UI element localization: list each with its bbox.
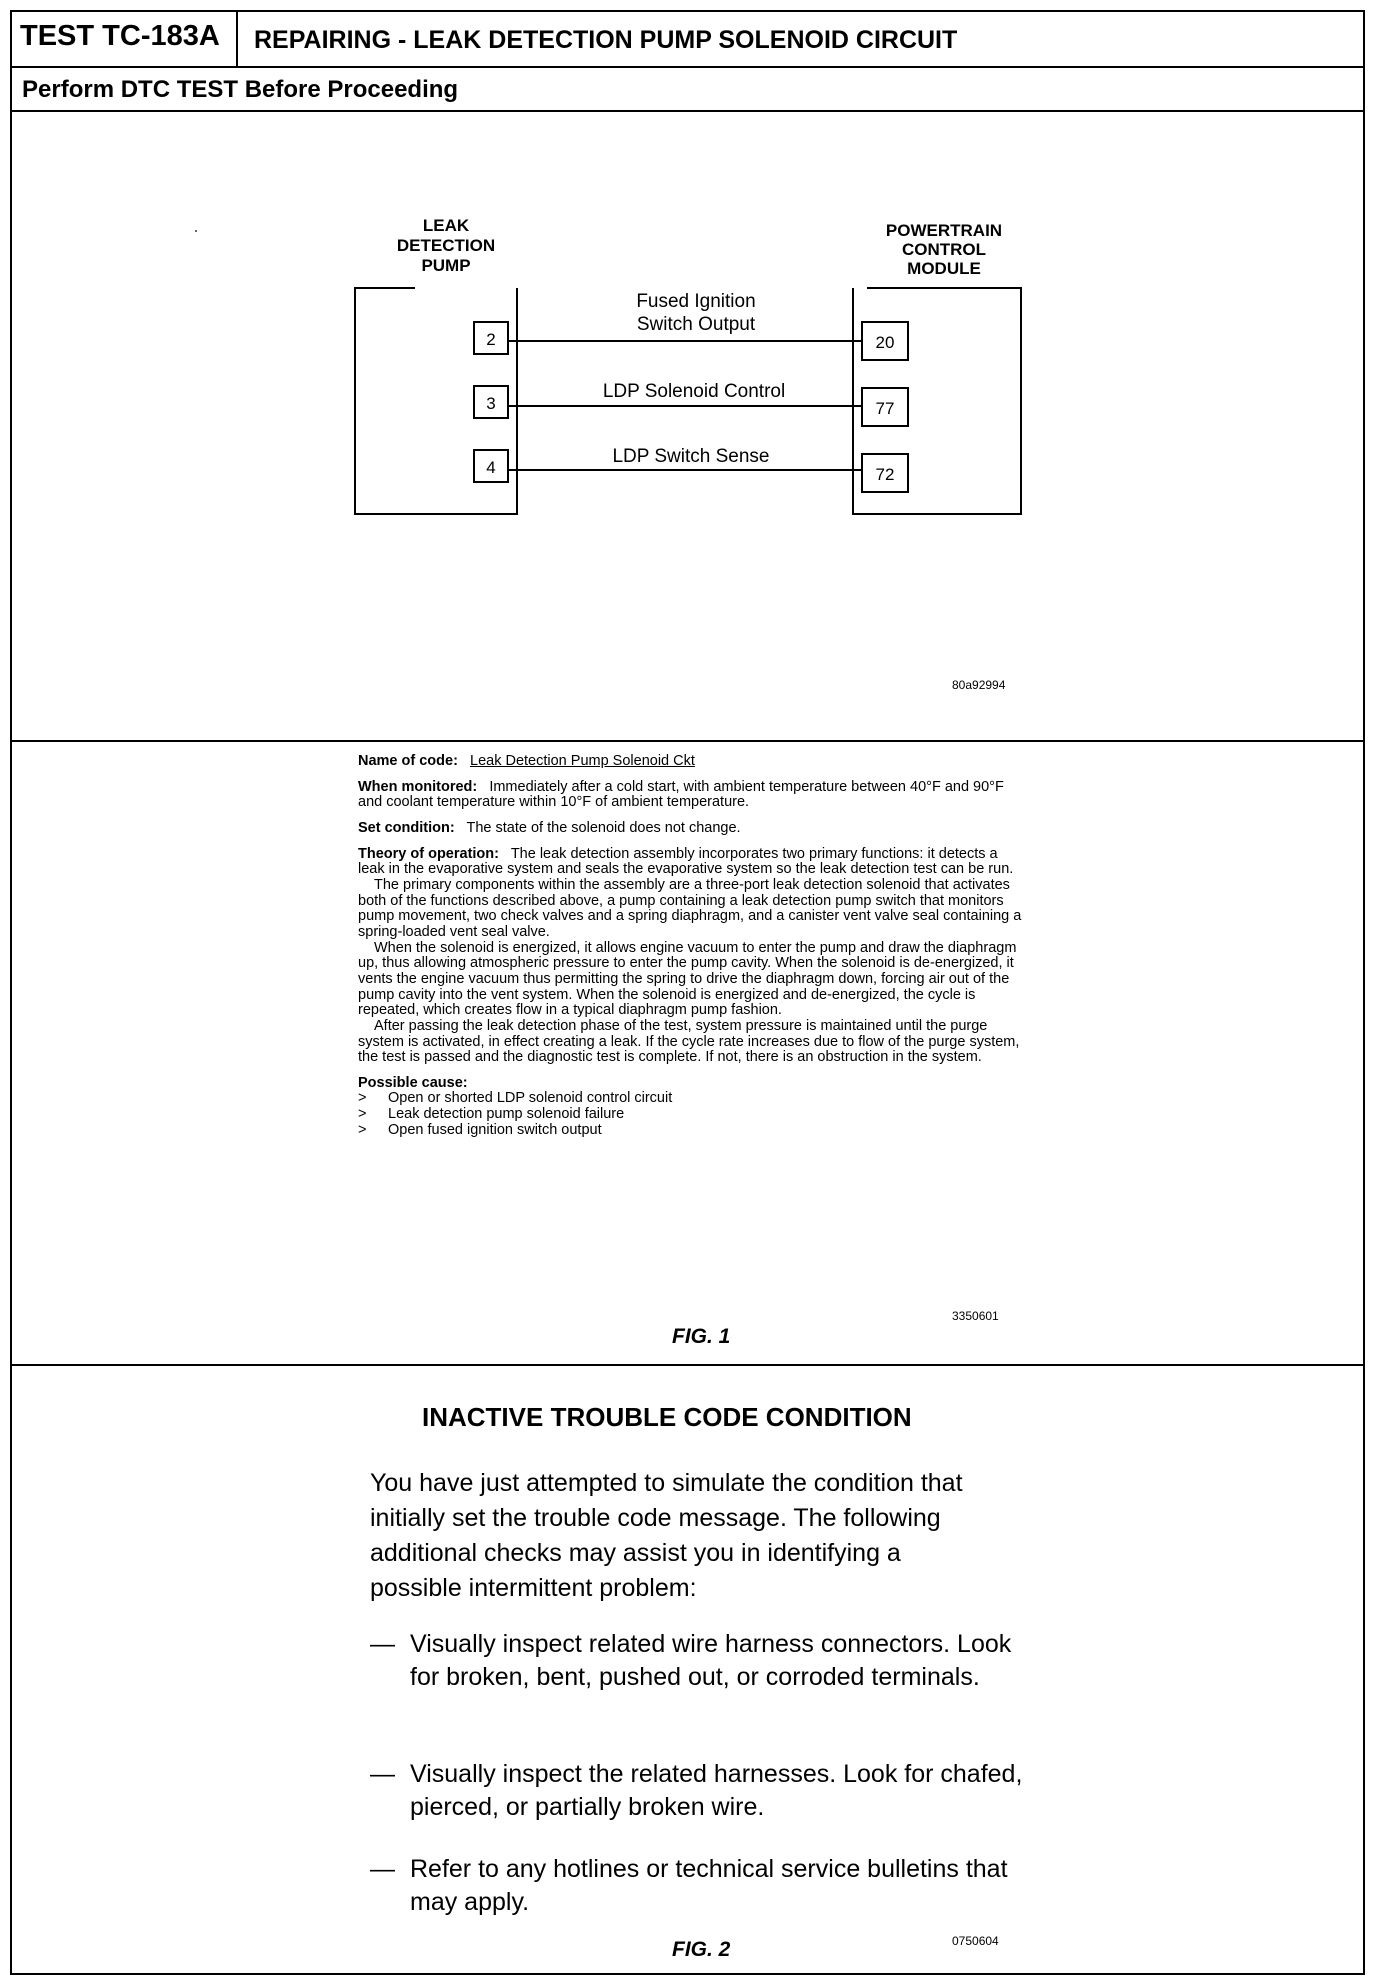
left-component-line-3: PUMP (421, 256, 471, 275)
possible-cause-label: Possible cause: (358, 1074, 468, 1091)
page-frame (10, 10, 1365, 1975)
wire-label-fused-1: Fused Ignition (636, 291, 756, 312)
wiring-diagram (12, 112, 1363, 742)
bullet-marker: > (358, 1121, 367, 1138)
test-title: REPAIRING - LEAK DETECTION PUMP SOLENOID CIRCUIT (254, 26, 958, 54)
cause-item (358, 1091, 1028, 1107)
wire-label-solenoid: LDP Solenoid Control (602, 381, 786, 402)
dash-marker: — (370, 1630, 395, 1658)
theory-paragraph-4: After passing the leak detection phase of the test, system pressure is maintained until the purge system is activated, in effect creating a leak. If the cycle rate increases due to flow of the purge system, the test is passed and the diagnostic test is complete. If not, there is an obstruction in the system. (358, 1017, 1020, 1066)
cause-text: Open fused ignition switch output (388, 1121, 602, 1138)
theory-paragraph-2: The primary components within the assembly are a three-port leak detection solenoid that activates both of the functions described above, a pump containing a leak detection pump switch that monitors pump movement, two check valves and a spring diaphragm, and a canister vent valve seal containing a spring-loaded vent seal valve. (358, 876, 1022, 940)
left-component-line-2: DETECTION (396, 236, 496, 255)
name-of-code-value: Leak Detection Pump Solenoid Ckt (470, 753, 695, 769)
test-id: TEST TC-183A (12, 12, 238, 66)
possible-causes (358, 1076, 1028, 1139)
subtitle: Perform DTC TEST Before Proceeding (22, 76, 459, 103)
theory-paragraph-3: When the solenoid is energized, it allows engine vacuum to enter the pump and draw the diaphragm up, thus allowing atmospheric pressure to enter the pump cavity. When the solenoid is de-energized, it vents the engine vacuum thus permitting the spring to drive the diaphragm down, forcing air out of the pump cavity into the vent system. When the solenoid is energized and de-energized, the cycle is repeated, which creates flow in a typical diaphragm pump fashion. (358, 939, 1017, 1019)
check-item (370, 1758, 1030, 1824)
set-condition (358, 821, 1028, 837)
wire-label-switch-sense: LDP Switch Sense (612, 446, 770, 467)
inactive-condition-title: INACTIVE TROUBLE CODE CONDITION (422, 1402, 912, 1432)
bullet-marker: > (358, 1090, 367, 1107)
check-text: Visually inspect the related harnesses. Look for chafed, pierced, or partially broken wire. (410, 1760, 1023, 1821)
left-pin-3: 3 (486, 394, 496, 413)
check-item (370, 1853, 1030, 1919)
cause-item (358, 1123, 1028, 1139)
theory-of-operation (358, 847, 1028, 1066)
cause-item (358, 1107, 1028, 1123)
bullet-marker: > (358, 1106, 367, 1123)
when-monitored-label: When monitored: (358, 778, 478, 795)
right-component-line-3: MODULE (907, 259, 981, 278)
theory-paragraph-1 (358, 847, 1028, 878)
right-component-line-1: POWERTRAIN (885, 221, 1003, 240)
theory-label: Theory of operation: (358, 845, 499, 862)
right-pin-72: 72 (875, 465, 895, 484)
code-description (358, 754, 1028, 1138)
fig1-section (12, 742, 1363, 1366)
dash-marker: — (370, 1760, 395, 1788)
left-pin-4: 4 (486, 458, 496, 477)
check-text: Refer to any hotlines or technical service bulletins that may apply. (410, 1855, 1008, 1916)
check-item (370, 1628, 1030, 1694)
cause-list (358, 1091, 1028, 1138)
header-row (12, 12, 1363, 68)
right-pin-77: 77 (875, 399, 895, 418)
cause-text: Leak detection pump solenoid failure (388, 1106, 625, 1123)
wire-label-fused-2: Switch Output (636, 314, 756, 335)
fig2-section (12, 1366, 1363, 1975)
diagram-image-id: 80a92994 (952, 678, 1006, 692)
name-of-code (358, 754, 1028, 770)
right-pin-20: 20 (875, 333, 895, 352)
subtitle-row (12, 68, 1363, 112)
inactive-intro: You have just attempted to simulate the condition that initially set the trouble code message. The following additional checks may assist you in identifying a possible intermittent problem: (370, 1469, 963, 1602)
when-monitored (358, 780, 1028, 811)
wiring-diagram-section (12, 112, 1363, 742)
when-monitored-value: Immediately after a cold start, with ambient temperature between 40°F and 90°F and coolant temperature within 10°F of ambient temperature. (358, 778, 1004, 811)
fig2-caption: FIG. 2 (672, 1938, 731, 1961)
name-of-code-label: Name of code: (358, 753, 458, 769)
left-component-line-1: LEAK (422, 216, 470, 235)
theory-text-1: The leak detection assembly incorporates two primary functions: it detects a leak in the evaporative system and seals the evaporative system so the leak detection test can be run. (358, 845, 1014, 878)
left-pin-2: 2 (486, 330, 496, 349)
dash-marker: — (370, 1855, 395, 1883)
fig2-code: 0750604 (952, 1934, 999, 1948)
set-condition-label: Set condition: (358, 819, 455, 836)
fig1-code: 3350601 (952, 1309, 999, 1323)
cause-text: Open or shorted LDP solenoid control circuit (388, 1090, 673, 1107)
right-component-line-2: CONTROL (901, 240, 987, 259)
check-text: Visually inspect related wire harness connectors. Look for broken, bent, pushed out, or corroded terminals. (410, 1630, 1012, 1691)
fig1-caption: FIG. 1 (672, 1325, 731, 1348)
set-condition-value: The state of the solenoid does not change. (466, 819, 741, 836)
